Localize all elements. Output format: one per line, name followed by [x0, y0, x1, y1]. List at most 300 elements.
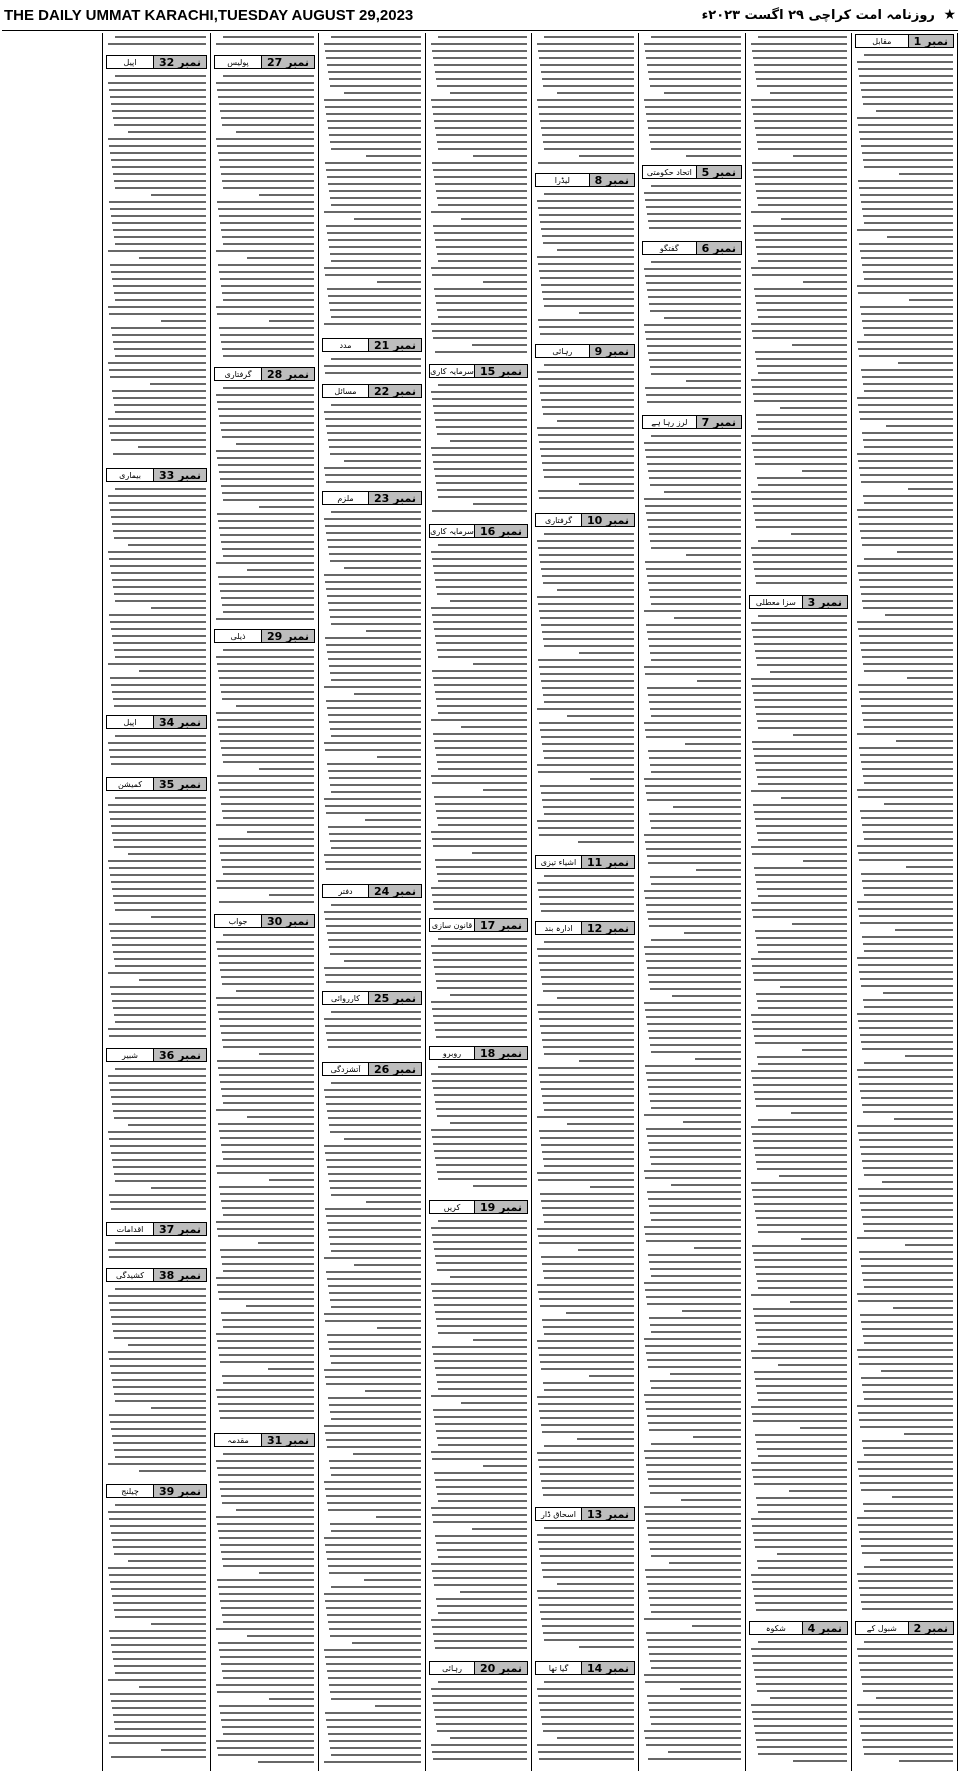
text-line	[645, 1401, 741, 1403]
text-line	[648, 526, 741, 528]
text-line	[859, 1419, 953, 1421]
text-line	[863, 775, 953, 777]
section-subtitle: سزا معطلی	[755, 597, 796, 607]
text-line	[861, 145, 953, 147]
text-line	[433, 1758, 527, 1760]
text-line	[259, 506, 314, 508]
text-line	[538, 603, 634, 605]
text-line	[324, 1425, 421, 1427]
text-line	[757, 664, 847, 666]
text-line	[754, 811, 847, 813]
text-line	[650, 1492, 741, 1494]
text-line	[438, 1388, 527, 1390]
text-line	[217, 1691, 314, 1693]
text-line	[436, 1036, 527, 1038]
text-line	[437, 309, 527, 311]
text-line	[434, 796, 527, 798]
text-line	[218, 1291, 314, 1293]
text-line	[644, 498, 741, 500]
text-line	[438, 260, 527, 262]
text-line	[109, 1574, 206, 1576]
text-line	[757, 1336, 847, 1338]
text-line	[330, 560, 421, 562]
section-number: نمبر 31	[261, 1434, 314, 1446]
text-line	[755, 71, 847, 73]
text-line	[327, 1614, 421, 1616]
text-line	[543, 469, 634, 471]
text-line	[647, 575, 741, 577]
text-line	[647, 1359, 741, 1361]
text-line	[216, 1628, 314, 1630]
text-line	[113, 1602, 206, 1604]
text-line	[538, 659, 634, 661]
section-number: نمبر 11	[581, 856, 634, 868]
text-line	[793, 155, 847, 157]
text-line	[646, 1576, 741, 1578]
text-line	[221, 1144, 314, 1146]
text-line	[220, 222, 314, 224]
text-line	[861, 1732, 953, 1734]
text-line	[791, 1112, 847, 1114]
text-line	[216, 824, 314, 826]
text-line	[111, 1372, 206, 1374]
text-line	[109, 867, 206, 869]
text-line	[108, 82, 206, 84]
text-line	[221, 859, 314, 861]
text-line	[647, 799, 741, 801]
text-line	[650, 764, 741, 766]
text-line	[111, 1700, 206, 1702]
text-line	[864, 1641, 953, 1643]
text-line	[113, 1546, 206, 1548]
text-line	[648, 638, 741, 640]
text-line	[758, 484, 847, 486]
text-line	[112, 390, 206, 392]
article-body-text	[643, 36, 741, 162]
text-line	[108, 418, 206, 420]
text-line	[221, 541, 314, 543]
text-line	[770, 671, 847, 673]
text-line	[217, 1747, 314, 1749]
text-line	[432, 1136, 527, 1138]
text-line	[115, 1456, 206, 1458]
text-line	[432, 1234, 527, 1236]
article-body-text	[323, 358, 421, 381]
text-line	[111, 763, 206, 765]
text-line	[435, 127, 527, 129]
text-line	[757, 1392, 847, 1394]
section-subtitle: شکوہ	[765, 1623, 786, 1633]
text-line	[115, 1288, 206, 1290]
text-line	[543, 1382, 634, 1384]
text-line	[438, 1612, 527, 1614]
text-line	[327, 1670, 421, 1672]
text-line	[757, 1746, 847, 1748]
text-line	[894, 1118, 953, 1120]
text-line	[864, 1398, 953, 1400]
text-line	[433, 169, 527, 171]
section-number: نمبر 4	[802, 1622, 847, 1634]
text-line	[377, 756, 421, 758]
text-line	[219, 962, 314, 964]
text-line	[757, 309, 847, 311]
text-line	[331, 1754, 421, 1756]
text-line	[434, 1709, 527, 1711]
text-line	[437, 705, 527, 707]
text-line	[330, 1467, 421, 1469]
text-line	[863, 1746, 953, 1748]
text-line	[904, 1433, 953, 1435]
text-line	[781, 218, 847, 220]
text-line	[864, 894, 953, 896]
text-line	[646, 1240, 741, 1242]
text-line	[859, 187, 953, 189]
text-line	[538, 434, 634, 436]
text-line	[645, 387, 741, 389]
text-line	[752, 1077, 847, 1079]
text-line	[857, 1517, 953, 1519]
text-line	[437, 1437, 527, 1439]
text-line	[433, 959, 527, 961]
text-line	[692, 1625, 741, 1627]
text-line	[862, 1272, 953, 1274]
text-line	[218, 576, 314, 578]
section-header	[322, 491, 422, 505]
text-line	[375, 1705, 421, 1707]
text-line	[858, 1076, 953, 1078]
text-line	[864, 782, 953, 784]
text-line	[434, 120, 527, 122]
text-line	[880, 1559, 953, 1561]
text-line	[331, 904, 421, 906]
text-line	[860, 1594, 953, 1596]
text-line	[538, 207, 634, 209]
text-line	[151, 1187, 206, 1189]
text-line	[859, 1718, 953, 1720]
text-line	[109, 1302, 206, 1304]
text-line	[109, 749, 206, 751]
text-line	[543, 1632, 634, 1634]
text-line	[221, 1200, 314, 1202]
text-line	[645, 449, 741, 451]
text-line	[646, 1128, 741, 1130]
text-line	[751, 790, 847, 792]
text-line	[648, 470, 741, 472]
text-line	[647, 401, 741, 403]
text-line	[862, 1216, 953, 1218]
text-line	[539, 214, 634, 216]
text-line	[327, 1502, 421, 1504]
text-line	[324, 798, 421, 800]
text-line	[651, 715, 741, 717]
section-subtitle: سرمایہ کاری	[430, 366, 474, 376]
text-line	[109, 1194, 206, 1196]
text-line	[541, 910, 634, 912]
text-line	[366, 155, 421, 157]
text-line	[222, 1095, 314, 1097]
text-line	[864, 726, 953, 728]
text-line	[112, 1435, 206, 1437]
section-header	[214, 367, 315, 381]
text-line	[557, 589, 634, 591]
text-line	[109, 425, 206, 427]
text-line	[778, 1364, 847, 1366]
text-line	[433, 845, 527, 847]
text-line	[112, 1159, 206, 1161]
text-line	[326, 925, 421, 927]
text-line	[906, 866, 953, 868]
text-line	[539, 722, 634, 724]
section-number: نمبر 34	[153, 716, 206, 728]
text-line	[538, 889, 634, 891]
text-line	[222, 1039, 314, 1041]
text-line	[438, 880, 527, 882]
text-line	[649, 1037, 741, 1039]
text-line	[651, 1275, 741, 1277]
text-line	[325, 372, 421, 374]
article-body-text	[750, 36, 847, 592]
text-line	[537, 256, 634, 258]
text-line	[758, 36, 847, 38]
text-line	[753, 57, 847, 59]
text-line	[857, 1293, 953, 1295]
text-line	[217, 457, 314, 459]
text-line	[431, 447, 527, 449]
text-line	[223, 1270, 314, 1272]
text-line	[577, 1438, 634, 1440]
text-line	[862, 1440, 953, 1442]
text-line	[544, 757, 634, 759]
text-line	[331, 358, 421, 360]
text-line	[540, 1025, 634, 1027]
text-line	[537, 1452, 634, 1454]
text-line	[329, 665, 421, 667]
text-line	[859, 1027, 953, 1029]
text-line	[247, 1116, 314, 1118]
text-line	[758, 1343, 847, 1345]
text-line	[460, 1591, 527, 1593]
text-line	[328, 1397, 421, 1399]
text-line	[644, 1114, 741, 1116]
text-line	[752, 50, 847, 52]
text-line	[541, 568, 634, 570]
text-line	[108, 43, 206, 45]
article-body-text	[536, 875, 634, 918]
text-line	[432, 1290, 527, 1292]
article-body-text	[430, 544, 527, 915]
text-line	[435, 419, 527, 421]
section-number: نمبر 25	[368, 992, 421, 1004]
text-line	[108, 663, 206, 665]
text-line	[331, 1011, 421, 1013]
text-line	[862, 432, 953, 434]
text-line	[862, 152, 953, 154]
text-line	[219, 1649, 314, 1651]
text-line	[223, 36, 314, 38]
text-line	[216, 306, 314, 308]
text-line	[752, 1189, 847, 1191]
text-line	[751, 1518, 847, 1520]
text-line	[755, 1154, 847, 1156]
section-number: نمبر 37	[153, 1223, 206, 1235]
text-line	[757, 720, 847, 722]
article-body-text	[430, 1681, 527, 1768]
text-line	[646, 1296, 741, 1298]
text-line	[216, 1516, 314, 1518]
text-line	[109, 1742, 206, 1744]
text-line	[644, 1170, 741, 1172]
text-line	[436, 1108, 527, 1110]
text-line	[222, 983, 314, 985]
text-line	[544, 875, 634, 877]
text-line	[221, 1088, 314, 1090]
text-line	[112, 222, 206, 224]
text-line	[646, 568, 741, 570]
text-line	[862, 1739, 953, 1741]
text-line	[861, 705, 953, 707]
text-line	[461, 218, 527, 220]
text-line	[331, 404, 421, 406]
section-subtitle: اپیل	[123, 717, 137, 727]
text-line	[751, 435, 847, 437]
section-header	[106, 1484, 207, 1498]
text-line	[114, 1117, 206, 1119]
text-line	[329, 721, 421, 723]
text-line	[542, 291, 634, 293]
text-line	[220, 1544, 314, 1546]
text-line	[538, 1403, 634, 1405]
section-header	[106, 777, 207, 791]
text-line	[324, 411, 421, 413]
section-header	[214, 1433, 315, 1447]
text-line	[860, 642, 953, 644]
text-line	[221, 1495, 314, 1497]
text-line	[859, 1587, 953, 1589]
text-line	[223, 1621, 314, 1623]
text-line	[115, 1504, 206, 1506]
text-line	[863, 1391, 953, 1393]
text-line	[329, 1404, 421, 1406]
text-line	[544, 941, 634, 943]
text-line	[115, 1180, 206, 1182]
text-line	[112, 334, 206, 336]
text-line	[543, 413, 634, 415]
text-line	[223, 761, 314, 763]
text-line	[544, 1445, 634, 1447]
text-line	[539, 896, 634, 898]
text-line	[754, 1483, 847, 1485]
text-line	[216, 997, 314, 999]
text-line	[557, 1737, 634, 1739]
section-number: نمبر 1	[908, 35, 953, 47]
text-line	[115, 909, 206, 911]
text-line	[222, 1670, 314, 1672]
section-number: نمبر 32	[153, 56, 206, 68]
text-line	[858, 908, 953, 910]
text-line	[544, 1277, 634, 1279]
text-line	[543, 1102, 634, 1104]
text-line	[864, 1753, 953, 1755]
text-line	[647, 1415, 741, 1417]
text-line	[220, 1488, 314, 1490]
text-line	[758, 148, 847, 150]
text-line	[450, 92, 527, 94]
text-line	[543, 141, 634, 143]
text-line	[758, 1455, 847, 1457]
text-line	[111, 215, 206, 217]
text-line	[857, 1573, 953, 1575]
text-line	[220, 1249, 314, 1251]
text-line	[437, 987, 527, 989]
text-line	[432, 274, 527, 276]
section-number: نمبر 35	[153, 778, 206, 790]
text-line	[862, 1048, 953, 1050]
text-line	[862, 376, 953, 378]
text-line	[858, 1524, 953, 1526]
text-line	[331, 316, 421, 318]
text-line	[754, 979, 847, 981]
text-line	[325, 1096, 421, 1098]
text-line	[324, 1593, 421, 1595]
text-line	[650, 1716, 741, 1718]
text-line	[437, 873, 527, 875]
text-line	[223, 555, 314, 557]
text-line	[861, 593, 953, 595]
text-line	[433, 1297, 527, 1299]
text-line	[221, 429, 314, 431]
text-line	[579, 652, 634, 654]
text-line	[860, 698, 953, 700]
text-line	[219, 1130, 314, 1132]
text-line	[431, 1395, 527, 1397]
section-subtitle: اشیاء تیزی	[540, 857, 577, 867]
text-line	[646, 904, 741, 906]
text-line	[857, 845, 953, 847]
text-line	[752, 106, 847, 108]
text-line	[789, 1490, 847, 1492]
text-line	[863, 887, 953, 889]
text-line	[221, 341, 314, 343]
text-line	[436, 810, 527, 812]
text-line	[217, 1284, 314, 1286]
section-number: نمبر 15	[474, 365, 527, 377]
text-line	[537, 764, 634, 766]
text-line	[218, 408, 314, 410]
text-line	[434, 1094, 527, 1096]
text-line	[754, 64, 847, 66]
text-line	[326, 57, 421, 59]
text-line	[223, 387, 314, 389]
text-line	[751, 211, 847, 213]
text-line	[113, 1166, 206, 1168]
text-line	[540, 785, 634, 787]
section-header	[429, 364, 528, 378]
text-line	[114, 593, 206, 595]
text-line	[755, 1210, 847, 1212]
text-line	[863, 159, 953, 161]
text-line	[324, 43, 421, 45]
text-line	[644, 1618, 741, 1620]
text-line	[544, 1109, 634, 1111]
text-line	[431, 831, 527, 833]
text-line	[433, 337, 527, 339]
text-line	[247, 257, 314, 259]
text-line	[858, 1020, 953, 1022]
text-line	[216, 1389, 314, 1391]
text-line	[220, 590, 314, 592]
text-line	[651, 185, 741, 187]
text-line	[544, 148, 634, 150]
